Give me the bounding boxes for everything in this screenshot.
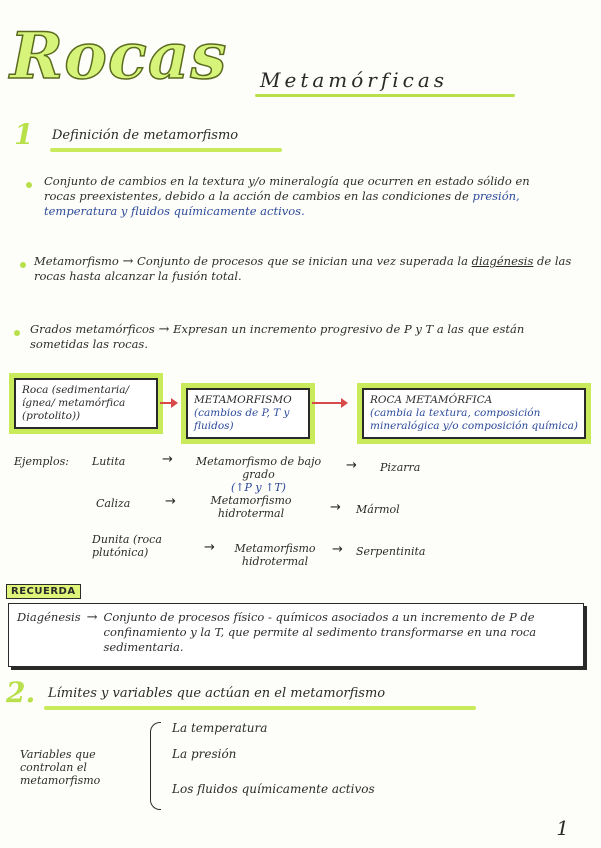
flow-box-protolito-text: Roca (sedimentaria/ ígnea/ metamórfica (protolito)) — [22, 384, 130, 422]
brace-icon — [150, 722, 161, 810]
example-rock: Caliza — [96, 497, 131, 510]
grados-text: Expresan un incremento progresivo de P y T a las que están sometidas las rocas. — [30, 322, 525, 351]
grados-term: Grados metamórficos — [30, 322, 155, 336]
example-rock: Dunita (roca plutónica) — [92, 533, 162, 559]
flow-box-metamorfismo-title: METAMORFISMO — [194, 394, 292, 406]
page-number: 1 — [556, 816, 569, 840]
arrow-icon: → — [332, 542, 343, 557]
flow-box-roca-metamorfica-sub: (cambia la textura, composición mineralógica y/o composición química) — [370, 407, 578, 432]
variable-item: Los fluidos químicamente activos — [172, 782, 375, 796]
remember-text: Conjunto de procesos físico - químicos asociados a un incremento de P de confinamiento y la T, que permite al sedimento transformarse en una roca sedimentaria. — [103, 610, 537, 654]
metamorfismo-text-after: de las rocas hasta alcanzar la fusión total. — [34, 254, 572, 283]
page-title: Rocas — [10, 19, 228, 94]
flow-box-metamorfismo — [186, 388, 310, 439]
remember-box — [8, 603, 584, 667]
flow-box-protolito — [14, 378, 158, 429]
grados-paragraph — [30, 322, 570, 352]
section-1-underline — [50, 148, 282, 152]
arrow-icon: → — [165, 494, 176, 509]
arrow-icon: → — [330, 500, 341, 515]
example-process-note: (↑P y ↑T) — [231, 481, 286, 494]
section-2-title: Límites y variables que actúan en el metamorfismo — [48, 686, 386, 701]
examples-label: Ejemplos: — [14, 455, 69, 468]
bullet-dot — [14, 330, 20, 336]
arrow-icon: → — [346, 458, 357, 473]
arrow-icon: → — [86, 610, 98, 625]
remember-tag: RECUERDA — [6, 584, 81, 599]
flow-box-roca-metamorfica-title: ROCA METAMÓRFICA — [370, 394, 493, 406]
diagenesis-key: diagénesis — [471, 254, 534, 268]
example-process — [186, 494, 316, 520]
example-process-text: Metamorfismo hidrotermal — [234, 542, 316, 568]
example-process — [186, 455, 331, 494]
example-process-text: Metamorfismo de bajo grado — [195, 455, 322, 481]
section-1-number: 1 — [14, 118, 34, 151]
remember-content — [17, 610, 575, 655]
section-2-number: 2. — [6, 676, 36, 709]
variables-label: Variables que controlan el metamorfismo — [20, 748, 101, 787]
example-process-text: Metamorfismo hidrotermal — [210, 494, 292, 520]
metamorfismo-term: Metamorfismo — [34, 254, 119, 268]
page-subtitle: Metamórficas — [260, 68, 449, 92]
definition-text: Conjunto de cambios en la textura y/o mineralogía que ocurren en estado sólido en rocas preexistentes, debido a la acción de cambios en las condiciones de — [44, 174, 530, 203]
flow-box-metamorfismo-sub: (cambios de P, T y fluidos) — [194, 407, 290, 432]
remember-term: Diagénesis — [17, 610, 81, 624]
example-result: Mármol — [356, 503, 400, 516]
arrow-icon: → — [204, 540, 215, 555]
example-result: Pizarra — [380, 461, 421, 474]
flow-arrow-icon — [312, 402, 346, 404]
example-result: Serpentinita — [356, 545, 426, 558]
bullet-dot — [26, 182, 32, 188]
flow-box-roca-metamorfica — [362, 388, 586, 439]
subtitle-underline — [255, 94, 515, 97]
bullet-dot — [20, 262, 26, 268]
metamorfismo-text-before: Conjunto de procesos que se inician una vez superada la — [137, 254, 468, 268]
section-2-underline — [44, 706, 476, 710]
arrow-icon: → — [158, 322, 170, 337]
example-rock: Lutita — [92, 455, 126, 468]
definition-highlight: presión, temperatura y fluidos químicamente activos. — [44, 189, 520, 218]
variable-item: La temperatura — [172, 721, 268, 735]
variable-item: La presión — [172, 747, 237, 761]
section-1-title: Definición de metamorfismo — [52, 128, 239, 143]
example-process — [220, 542, 330, 568]
arrow-icon: → — [162, 452, 173, 467]
definition-paragraph — [44, 174, 564, 219]
metamorfismo-paragraph — [34, 254, 574, 284]
flow-arrow-icon — [160, 402, 176, 404]
arrow-icon: → — [122, 254, 134, 269]
